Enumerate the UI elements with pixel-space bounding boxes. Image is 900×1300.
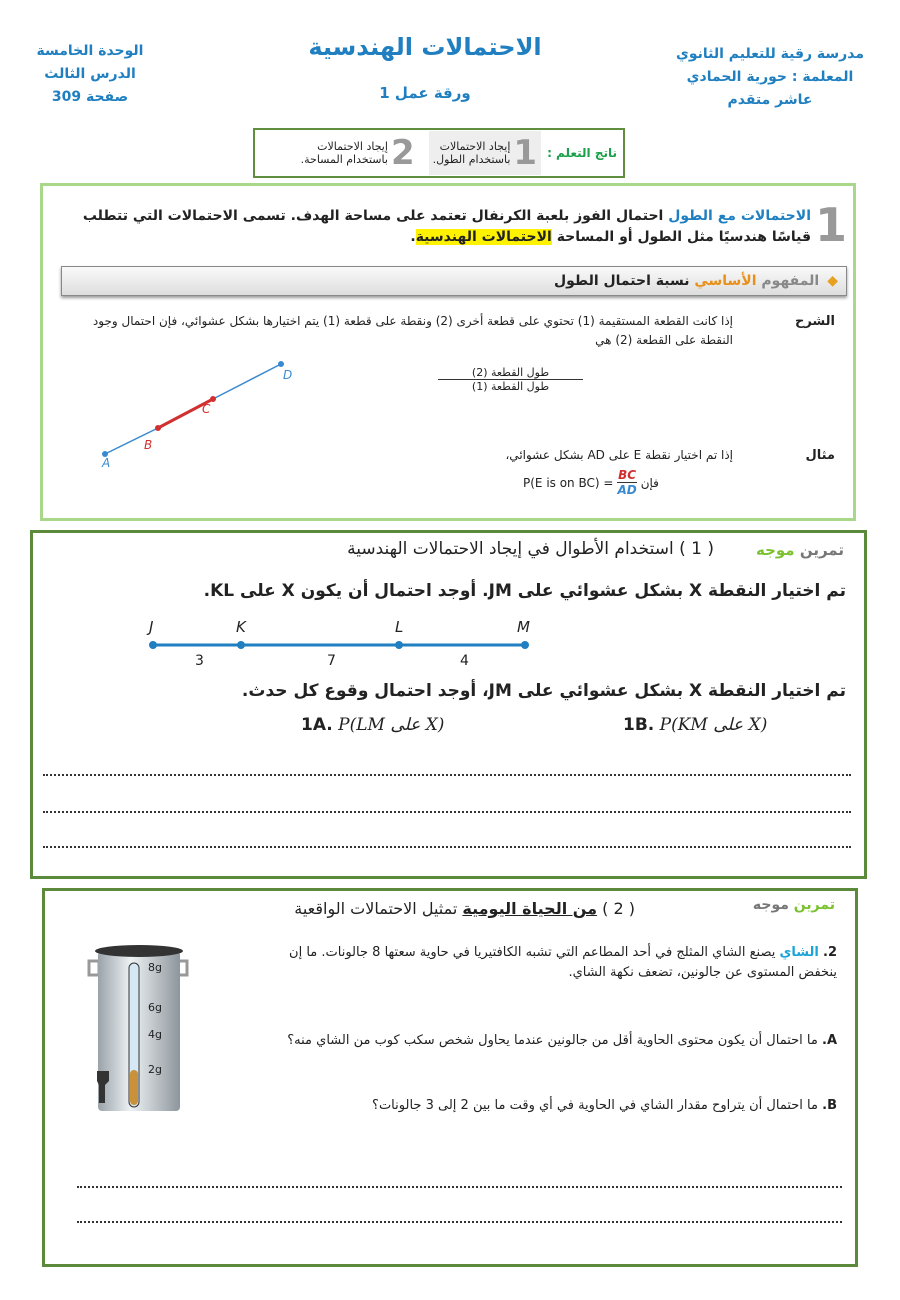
formula-then: فإن xyxy=(640,475,659,490)
point-l: L xyxy=(395,618,404,636)
question-keyword: الشاي xyxy=(779,945,819,960)
concept-mid: الأساسي xyxy=(694,273,757,289)
grade-label: عاشر متقدم xyxy=(727,92,813,108)
outcome-number: 1 xyxy=(513,133,538,173)
unit-info xyxy=(30,40,150,109)
page-number: صفحة 309 xyxy=(51,89,129,105)
lesson-intro: الاحتمالات مع الطول احتمال الفوز بلعبة الكرنفال تعتمد على مساحة الهدف. تسمى الاحتمالات التي تتطلب قياسًا هندسيًا مثل الطول أو المساحة الاحتمالات الهندسية. xyxy=(82,208,811,245)
formula-text: P(E is on BC) = xyxy=(523,475,614,490)
school-info xyxy=(660,43,880,112)
explain-label: الشرح xyxy=(794,314,835,329)
part-label: 1B. xyxy=(623,715,655,735)
tag-text: تمرين xyxy=(799,541,844,559)
page-title: الاحتمالات الهندسية xyxy=(308,33,542,61)
gauge-label-6g: 6g xyxy=(148,1001,162,1014)
question-2 xyxy=(277,943,837,983)
title-rest: تمثيل الاحتمالات الواقعية xyxy=(294,899,458,918)
tag-text: موجه xyxy=(756,541,795,559)
tea-dispenser-image xyxy=(85,941,195,1121)
answer-line[interactable] xyxy=(43,774,851,776)
point-k: K xyxy=(236,618,246,636)
unit-label: الوحدة الخامسة xyxy=(36,43,144,59)
question-2b xyxy=(277,1096,837,1116)
title-bold: من الحياة اليومية xyxy=(462,899,598,918)
explain-text: إذا كانت القطعة المستقيمة (1) تحتوي على قطعة أخرى (2) ونقطة على قطعة (1) يتم اختيارها بشكل عشوائي، فإن احتمال وجود النقطة على القطعة (2) هي xyxy=(92,314,733,347)
concept-icon: ◆ xyxy=(827,273,838,289)
answer-line[interactable] xyxy=(77,1221,842,1223)
part-text: ما احتمال أن يكون محتوى الحاوية أقل من جالونين عندما يحاول شخص سكب كوب من الشاي منه؟ xyxy=(287,1033,818,1048)
question-text: يصنع الشاي المثلج في أحد المطاعم التي تشبه الكافتيريا في حاوية سعتها 8 جالونات. ما إن ينخفض المستوى عن جالونين، تضعف نكهة الشاي. xyxy=(289,945,837,980)
length-kl: 7 xyxy=(327,653,336,669)
gauge-label-2g: 2g xyxy=(148,1063,162,1076)
tag-text: موجه xyxy=(752,897,789,913)
outcome-1 xyxy=(429,131,541,175)
part-expression: P(KM على X) xyxy=(659,715,768,735)
part-1a xyxy=(301,715,444,735)
tag-text: تمرين xyxy=(793,897,835,913)
formula-numerator: BC xyxy=(618,468,637,482)
answer-line[interactable] xyxy=(77,1186,842,1188)
concept-prefix: المفهوم xyxy=(761,273,820,289)
outcome-text: باستخدام المساحة. xyxy=(300,153,388,166)
fraction-denominator: طول القطعة (1) xyxy=(438,379,583,393)
point-label-d: D xyxy=(283,368,293,382)
question-2a xyxy=(277,1031,837,1051)
answer-line[interactable] xyxy=(43,811,851,813)
exercise-1 xyxy=(30,530,867,879)
length-lm: 4 xyxy=(460,653,469,669)
outcome-2 xyxy=(287,131,429,175)
lesson-number: 1 xyxy=(814,198,847,252)
point-label-b: B xyxy=(144,438,153,452)
exercise-number: ( 2 ) xyxy=(602,899,635,918)
length-jk: 3 xyxy=(195,653,204,669)
exercise-1-question: تم اختيار النقطة X بشكل عشوائي على JM. أوجد احتمال أن يكون X على KL. xyxy=(203,581,846,601)
example-formula xyxy=(523,468,659,497)
tea-level-fill xyxy=(130,1070,138,1105)
exercise-2 xyxy=(42,888,858,1267)
exercise-1-question-2: تم اختيار النقطة X بشكل عشوائي على JM، أوجد احتمال وقوع كل حدث. xyxy=(241,681,846,701)
outcome-text: إيجاد الاحتمالات xyxy=(439,140,511,153)
example-text: إذا تم اختيار نقطة E على AD بشكل عشوائي، xyxy=(505,448,733,462)
part-expression: P(LM على X) xyxy=(338,715,445,735)
lesson-section xyxy=(40,183,856,521)
gauge-label-4g: 4g xyxy=(148,1028,162,1041)
key-concept-bar xyxy=(61,266,847,296)
highlighted-term: الاحتمالات الهندسية xyxy=(415,229,552,245)
lesson-heading: الاحتمالات مع الطول xyxy=(668,208,811,224)
teacher-name: المعلمة : حورية الحمادي xyxy=(686,69,854,85)
exercise-1-title: ( 1 ) استخدام الأطوال في إيجاد الاحتمالات الهندسية xyxy=(347,539,714,559)
outcomes-label: ناتج التعلم : xyxy=(547,146,617,160)
outcome-text: باستخدام الطول. xyxy=(432,153,511,166)
length-ratio-fraction xyxy=(438,366,583,393)
outcome-number: 2 xyxy=(390,133,415,173)
number-line xyxy=(143,635,533,655)
part-text: ما احتمال أن يتراوح مقدار الشاي في الحاوية في أي وقت ما بين 2 إلى 3 جالونات؟ xyxy=(372,1098,818,1113)
part-label: A. xyxy=(821,1033,837,1048)
lesson-label: الدرس الثالث xyxy=(44,66,136,82)
point-label-c: C xyxy=(202,402,211,416)
example-label: مثال xyxy=(805,448,835,463)
outcome-text: إيجاد الاحتمالات xyxy=(317,140,388,153)
learning-outcomes xyxy=(253,128,625,178)
exercise-1-tag xyxy=(756,541,844,559)
school-name: مدرسة رقية للتعليم الثانوي xyxy=(675,46,864,62)
part-1b xyxy=(623,715,767,735)
point-j: J xyxy=(149,618,154,636)
exercise-2-tag xyxy=(753,897,835,913)
worksheet-number: ورقة عمل 1 xyxy=(379,84,471,102)
segment-diagram xyxy=(93,361,293,471)
point-m: M xyxy=(517,618,530,636)
lesson-text: احتمال الفوز بلعبة الكرنفال تعتمد على مساحة الهدف. تسمى الاحتمالات التي تتطلب قياسًا هندسيًا مثل الطول أو المساحة xyxy=(82,208,811,245)
fraction-numerator: طول القطعة (2) xyxy=(471,366,550,379)
formula-denominator: AD xyxy=(617,483,637,497)
answer-line[interactable] xyxy=(43,846,851,848)
part-label: B. xyxy=(822,1098,837,1113)
exercise-2-title xyxy=(294,899,635,918)
part-label: 1A. xyxy=(301,715,333,735)
question-number: 2. xyxy=(823,945,837,960)
point-label-a: A xyxy=(102,456,111,470)
concept-title: نسبة احتمال الطول xyxy=(554,273,690,289)
gauge-label-8g: 8g xyxy=(148,961,162,974)
